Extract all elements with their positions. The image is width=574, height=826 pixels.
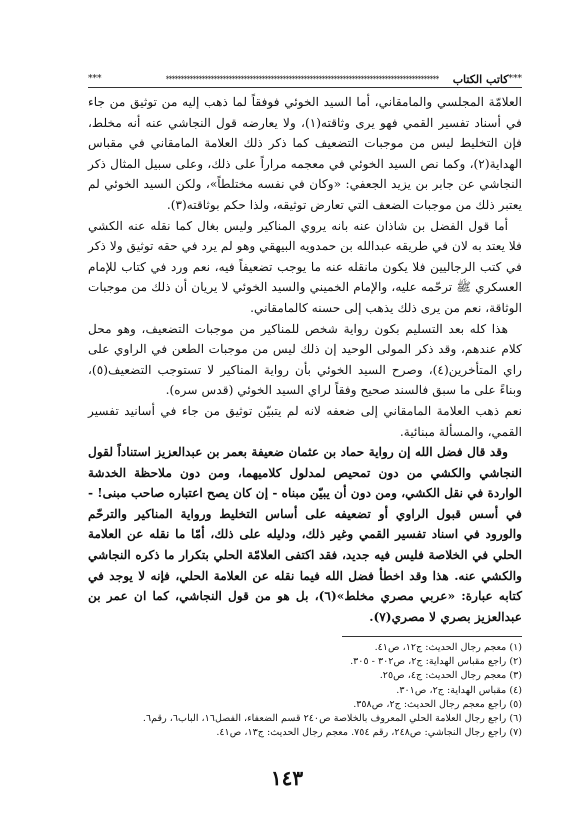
header-rule [88, 87, 522, 88]
footnote-7: (٧) راجع رجال النجاشي: ص٢٤٨، رقم ٧٥٤. معجم رجال الحديث: ج١٣، ص٤١. [216, 727, 522, 739]
page-number: ١٤٣ [270, 766, 304, 790]
footnote-5: (٥) راجع معجم رجال الحديث: ج٢، ص٣٥٨. [353, 698, 522, 710]
footnote-6: (٦) راجع رجال العلامة الحلي المعروف بالخلاصة ص٢٤٠ قسم الضعفاء، الفصل١٦، الباب٦، رقم٦. [142, 713, 522, 725]
header-dots: ******************************************************************************************* [165, 74, 439, 84]
footnote-3: (٣) معجم رجال الحديث: ج٤، ص٢٥. [379, 670, 522, 682]
header-stars-right: *** [508, 74, 522, 84]
paragraph-1: العلامّة المجلسي والمامقاني، أما السيد الخوئي فوفقاً لما ذهب إليه من توثيق من جاء في أسناد تفسير القمي فهو يرى وثاقته(١)، ولا يعارضه قول النجاشي عنه أنه مخلط، فإن التخليط ليس من موجبات التضعيف كما ذكر ذلك العلامة المامقاني في مقباس الهداية(٢)، وكما نص السيد الخوئي في معجمه مراراً على ذلك، وعلى سبيل المثال ذكر النجاشي عن جابر بن يزيد الجعفي: «وكان في نفسه مختلطاً»، ولكن السيد الخوئي لم يعتبر ذلك من موجبات الضعف التي تعارض توثيقه، ولذا حكم بوثاقته(٣). [88, 95, 522, 212]
running-header [88, 72, 522, 86]
footnote-1: (١) معجم رجال الحديث: ج١٢، ص٤١. [374, 642, 522, 653]
body-text [88, 92, 522, 627]
footnote-4: (٤) مقباس الهداية: ج٢، ص٣٠١. [396, 684, 522, 696]
header-stars-left: *** [88, 74, 102, 84]
paragraph-3: هذا كله بعد التسليم بكون رواية شخص للمناكير من موجبات التضعيف، وهو محل كلام عندهم، وقد ذكر المولى الوحيد إن ذلك ليس من موجبات الطعن في الراوي على راي المتأخرين(٤)، وصرح السيد الخوئي بأن رواية المناكير لا تستوجب التضعيف(٥)، وبناءً على ما سبق فالسند صحيح وفقاً لراي السيد الخوئي (قدس سره). [88, 321, 522, 398]
paragraph-5: وقد قال فضل الله إن رواية حماد بن عثمان ضعيفة بعمر بن عبدالعزيز استناداً لقول النجاشي والكشي من دون تمحيص لمدلول كلاميهما، ومن دون ملاحظة الخدشة الواردة في نقل الكشي، ومن دون أن يبيّن مبناه - إن كان يصح اعتباره صاحب مبنى! - في أسس قبول الراوي أو تضعيفه على أساس التخليط ورواية المناكير والترحّم والورود في اسناد تفسير القمي وغير ذلك، ودليله على ذلك، أمّا ما نقله عن العلامة الحلي في الخلاصة فليس فيه جديد، فقد اكتفى العلامّة الحلي بتكرار ما ذكره النجاشي والكشي عنه. هذا وقد اخطأ فضل الله فيما نقله عن العلامة الحلي، فإنه لا يوجد في كتابه عبارة: «عربي مصري مخلط»(٦)، بل هو من قول النجاشي، كما ان عمر بن عبدالعزيز بصري لا مصري(٧). [88, 445, 522, 624]
header-title: كاتب الكتاب [452, 72, 509, 86]
footnote-2: (٢) راجع مقباس الهداية: ج٢، ص٣٠٢ - ٣٠٥. [350, 656, 522, 668]
footnote-rule [342, 636, 522, 637]
paragraph-4: نعم ذهب العلامة المامقاني إلى ضعفه لانه لم يتبيّن توثيق من جاء في أسانيد تفسير القمي، والمسألة مبنائية. [88, 403, 522, 439]
paragraph-2: أما قول الفضل بن شاذان عنه بانه يروي المناكير وليس بغال كما نقله عنه الكشي فلا يعتد به لان في طريقه عبدالله بن حمدويه البيهقي وهو لم يرد في حقه توثيق ولا ذكر في كتب الرجاليين فلا يكون مانقله عنه ما يوجب تضعيفاً فيه، نعم ورد في كتاب للإمام العسكري ﷺ ترحّمه عليه، والإمام الخميني والسيد الخوئي لا يريان أن ذلك من موجبات الوثاقة، نعم من يرى ذلك يذهب إلى حسنه كالمامقاني. [88, 218, 522, 315]
footnotes [88, 641, 522, 740]
